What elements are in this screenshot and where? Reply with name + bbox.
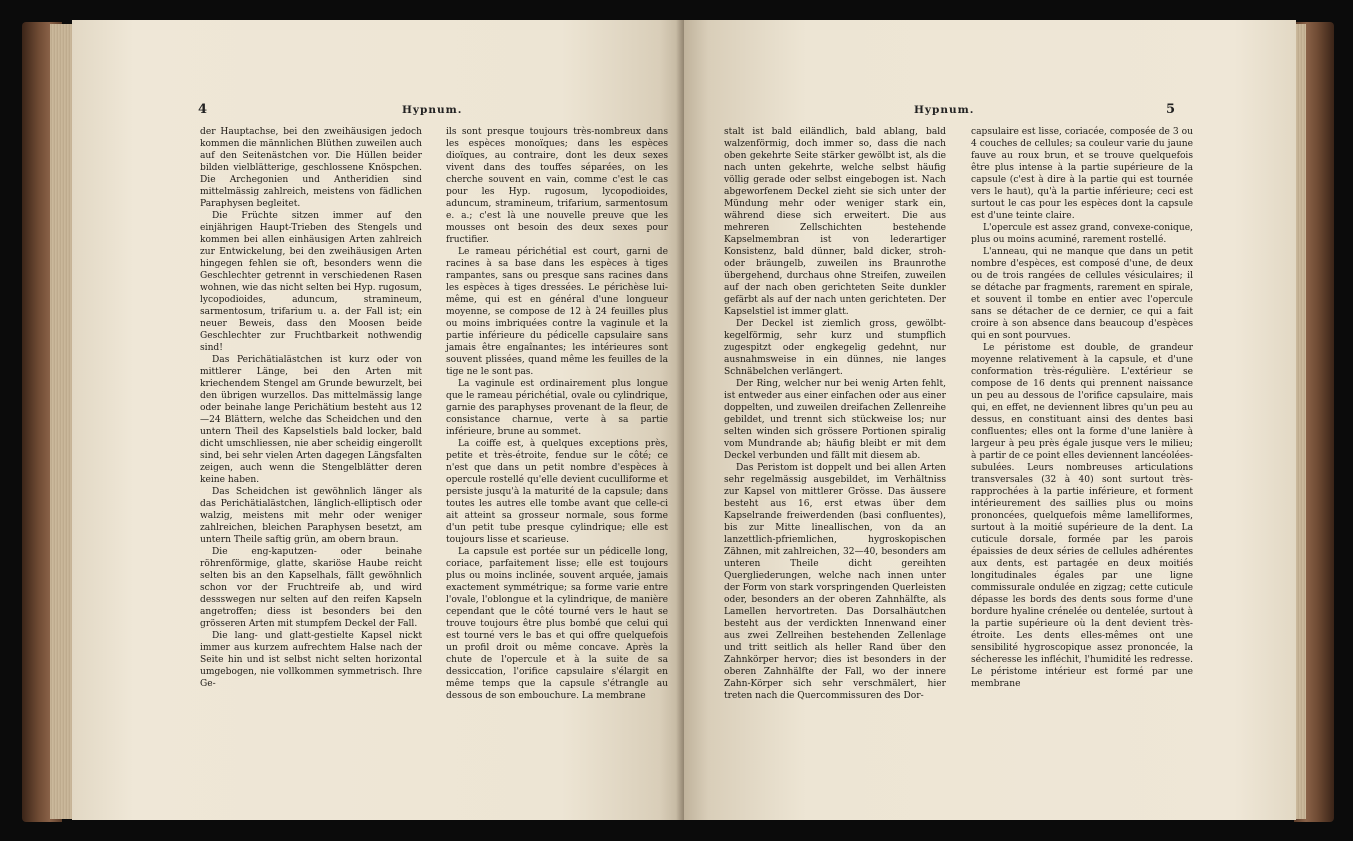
paragraph: La coiffe est, à quelques exceptions près, petite et très-étroite, fendue sur le côté; ce n'est que dans un petit nombre d'espèces à opercule rostellé qu'elle devient cuculliforme et persiste jusqu'à la maturité de la capsule; dans toutes les autres elle tombe avant que celle-ci ait atteint sa grosseur normale, sous forme d'un petit tube presque cylindrique; elle est toujours lisse et scarieuse. xyxy=(446,439,668,545)
paragraph: Die eng-kaputzen- oder beinahe röhrenförmige, glatte, skariöse Haube reicht selten bis an den Kapselhals, fällt gewöhnlich schon vor der Fruchtreife ab, und wird dessswegen nur selten auf den reifen Kapseln angetroffen; diess ist besonders bei den grösseren Arten mit stumpfem Deckel der Fall. xyxy=(200,547,422,629)
french-column xyxy=(971,126,1193,690)
paragraph: Die Früchte sitzen immer auf den einjährigen Haupt-Trieben des Stengels und kommen bei allen einhäusigen Arten zahlreich zur Entwickelung, bei den zweihäusigen Arten hingegen fehlen sie oft, besonders wenn die Geschlechter getrennt in verschiedenen Rasen wohnen, wie das nicht selten bei Hyp. rugosum, lycopodioides, aduncum, stramineum, sarmentosum, trifarium u. a. der Fall ist; ein neuer Beweis, dass den Moosen beide Geschlechter zur Fruchtbarkeit nothwendig sind! xyxy=(200,211,422,353)
paragraph: ils sont presque toujours très-nombreux dans les espèces monoïques; dans les espèces dioïques, au contraire, dont les deux sexes vivent dans des touffes séparées, on les cherche souvent en vain, comme c'est le cas pour les Hyp. rugosum, lycopodioides, aduncum, stramineum, trifarium, sarmentosum e. a.; c'est là une nouvelle preuve que les mousses ont besoin des deux sexes pour fructifier. xyxy=(446,127,668,245)
page-number: 5 xyxy=(1165,102,1176,117)
paragraph: der Hauptachse, bei den zweihäusigen jedoch kommen die männlichen Blüthen zuweilen auch auf den Seitenästchen vor. Die Hüllen beider bilden vielblätterige, geschlossene Knöspchen. Die Archegonien und Antheridien sind mittelmässig zahlreich, meistens von fädlichen Paraphysen begleitet. xyxy=(200,127,422,209)
paragraph: La capsule est portée sur un pédicelle long, coriace, parfaitement lisse; elle est toujours plus ou moins inclinée, souvent arquée, jamais exactement symmétrique; sa forme varie entre l'ovale, l'oblongue et la cylindrique, de manière cependant que le côté tourné vers le haut se trouve toujours être plus bombé que celui qui est tourné vers le bas et qui offre quelquefois un profil droit ou même concave. Après la chute de l'opercule et à la suite de sa dessiccation, l'orifice capsulaire s'élargit en même temps que la capsule s'étrangle au dessous de son embouchure. La membrane xyxy=(446,547,668,701)
paragraph: Le péristome est double, de grandeur moyenne relativement à la capsule, et d'une conformation très-régulière. L'extérieur se compose de 16 dents qui prennent naissance un peu au dessous de l'orifice capsulaire, mais qui, en effet, ne deviennent libres qu'un peu au dessus, en constituant ainsi des dentes basi confluentes; elles ont la forme d'une lanière à largeur à peu près égale jusque vers le milieu; à partir de ce point elles deviennent lancéolées-subulées. Leurs nombreuses articulations transversales (32 à 40) sont surtout très-rapprochées à la partie inférieure, et forment intérieurement des saillies plus ou moins prononcées, quelquefois même lamelliformes, surtout à la moitié supérieure de la dent. La cuticule dorsale, formée par les parois épaissies de deux séries de cellules adhérentes aux dents, est partagée en deux moitiés longitudinales égales par une ligne commissurale ondulée en zigzag; cette cuticule dépasse les bords des dents sous forme d'une bordure hyaline crénelée ou dentelée, surtout à la partie supérieure où la dent devient très-étroite. Les dents elles-mêmes ont une sensibilité hygroscopique assez prononcée, la sécheresse les infléchit, l'humidité les redresse. Le péristome intérieur est formé par une membrane xyxy=(971,343,1193,689)
paragraph: capsulaire est lisse, coriacée, composée de 3 ou 4 couches de cellules; sa couleur varie du jaune fauve au roux brun, et se trouve quelquefois être plus intense à la partie supérieure de la capsule (c'est à dire à la partie qui est tournée vers le haut), qu'à la partie inférieure; ceci est surtout le cas pour les espèces dont la capsule est d'une teinte claire. xyxy=(971,127,1193,221)
page-number: 4 xyxy=(198,102,209,117)
paragraph: L'opercule est assez grand, convexe-conique, plus ou moins acuminé, rarement rostellé. xyxy=(971,223,1193,245)
paragraph: L'anneau, qui ne manque que dans un petit nombre d'espèces, est composé d'une, de deux ou de trois rangées de cellules vésiculaires; il se détache par fragments, rarement en spirale, et souvent il tombe en entier avec l'opercule sans se détacher de ce dernier, ce qui a fait croire à son absence dans beaucoup d'espèces qui en sont pourvues. xyxy=(971,247,1193,341)
running-head: Hypnum. xyxy=(402,104,463,116)
paragraph: La vaginule est ordinairement plus longue que le rameau périchétial, ovale ou cylindrique, garnie des paraphyses provenant de la fleur, de consistance charnue, verte à sa partie inférieure, brune au sommet. xyxy=(446,379,668,437)
paragraph: Der Deckel ist ziemlich gross, gewölbt-kegelförmig, sehr kurz und stumpflich zugespitzt oder engkegelig gedehnt, nur ausnahmsweise in ein dünnes, nie langes Schnäbelchen verlängert. xyxy=(724,319,946,377)
paragraph: Das Perichätialästchen ist kurz oder von mittlerer Länge, bei den Arten mit kriechendem Stengel am Grunde bewurzelt, bei den übrigen wurzellos. Das mittelmässig lange oder beinahe lange Perichätium besteht aus 12—24 Blättern, welche das Scheidchen und den untern Theil des Kapselstiels bald locker, bald dicht umschliessen, nie aber scheidig eingerollt sind, bei sehr vielen Arten dagegen Längsfalten zeigen, auch wenn die Stengelblätter deren keine haben. xyxy=(200,355,422,485)
paragraph: Das Peristom ist doppelt und bei allen Arten sehr regelmässig ausgebildet, im Verhältniss zur Kapsel von mittlerer Grösse. Das äussere besteht aus 16, erst etwas über dem Kapselrande freiwerdenden (basi confluentes), bis zur Mitte lineallischen, von da an lanzettlich-pfriemlichen, hygroskopischen Zähnen, mit zahlreichen, 32—40, besonders am unteren Theile dicht gereihten Quergliederungen, welche nach innen unter der Form von stark vorspringenden Querleisten oder, besonders an der oberen Zahnhälfte, als Lamellen hervortreten. Das Dorsalhäutchen besteht aus der verdickten Innenwand einer aus zwei Zellreihen bestehenden Zellenlage und tritt seitlich als heller Rand über den Zahnkörper hervor; dies ist besonders in der oberen Zahnhälfte der Fall, wo der innere Zahn-Körper sich sehr verschmälert, hier treten nach die Quercommissuren des Dor- xyxy=(724,463,946,701)
paragraph: Le rameau périchétial est court, garni de racines à sa base dans les espèces à tiges rampantes, sans ou presque sans racines dans les espèces à tiges dressées. Le périchèse lui-même, qui est en général d'une longueur moyenne, se compose de 12 à 24 feuilles plus ou moins imbriquées contre la vaginule et la partie inférieure du pédicelle capsulaire sans jamais être engaînantes; les intérieures sont souvent plissées, quand même les feuilles de la tige ne le sont pas. xyxy=(446,247,668,377)
french-column xyxy=(446,126,668,702)
left-page-header xyxy=(72,102,684,120)
german-column xyxy=(724,126,946,702)
paragraph: Das Scheidchen ist gewöhnlich länger als das Perichätialästchen, länglich-elliptisch oder walzig, meistens mit mehr oder weniger zahlreichen, bleichen Paraphysen besetzt, am untern Theile saftig grün, am obern braun. xyxy=(200,487,422,545)
paragraph: Der Ring, welcher nur bei wenig Arten fehlt, ist entweder aus einer einfachen oder aus einer doppelten, und zuweilen dreifachen Zellenreihe gebildet, und trennt sich stückweise los; nur selten winden sich grössere Portionen spiralig vom Mundrande ab; häufig bleibt er mit dem Deckel verbunden und fällt mit diesem ab. xyxy=(724,379,946,461)
left-page xyxy=(72,20,684,820)
open-book xyxy=(22,14,1334,826)
right-page-header xyxy=(684,102,1296,120)
paragraph: stalt ist bald eiländlich, bald ablang, bald walzenförmig, doch immer so, dass die nach oben gekehrte Seite stärker gewölbt ist, als die nach unten gekehrte, welche selbst häufig völlig gerade oder selbst eingebogen ist. Nach abgeworfenem Deckel zieht sie sich unter der Mündung mehr oder weniger stark ein, während diese sich erweitert. Die aus mehreren Zellschichten bestehende Kapselmembran ist von lederartiger Konsistenz, bald dünner, bald dicker, stroh- oder bräungelb, zuweilen ins Braunrothe übergehend, durchaus ohne Streifen, zuweilen auf der nach oben gerichteten Seite dunkler gefärbt als auf der nach unten gerichteten. Der Kapselstiel ist immer glatt. xyxy=(724,127,946,317)
paragraph: Die lang- und glatt-gestielte Kapsel nickt immer aus kurzem aufrechtem Halse nach der Seite hin und ist selbst nicht selten horizontal umgebogen, nie vollkommen symmetrisch. Ihre Ge- xyxy=(200,631,422,689)
german-column xyxy=(200,126,422,690)
right-page xyxy=(684,20,1296,820)
running-head: Hypnum. xyxy=(914,104,975,116)
